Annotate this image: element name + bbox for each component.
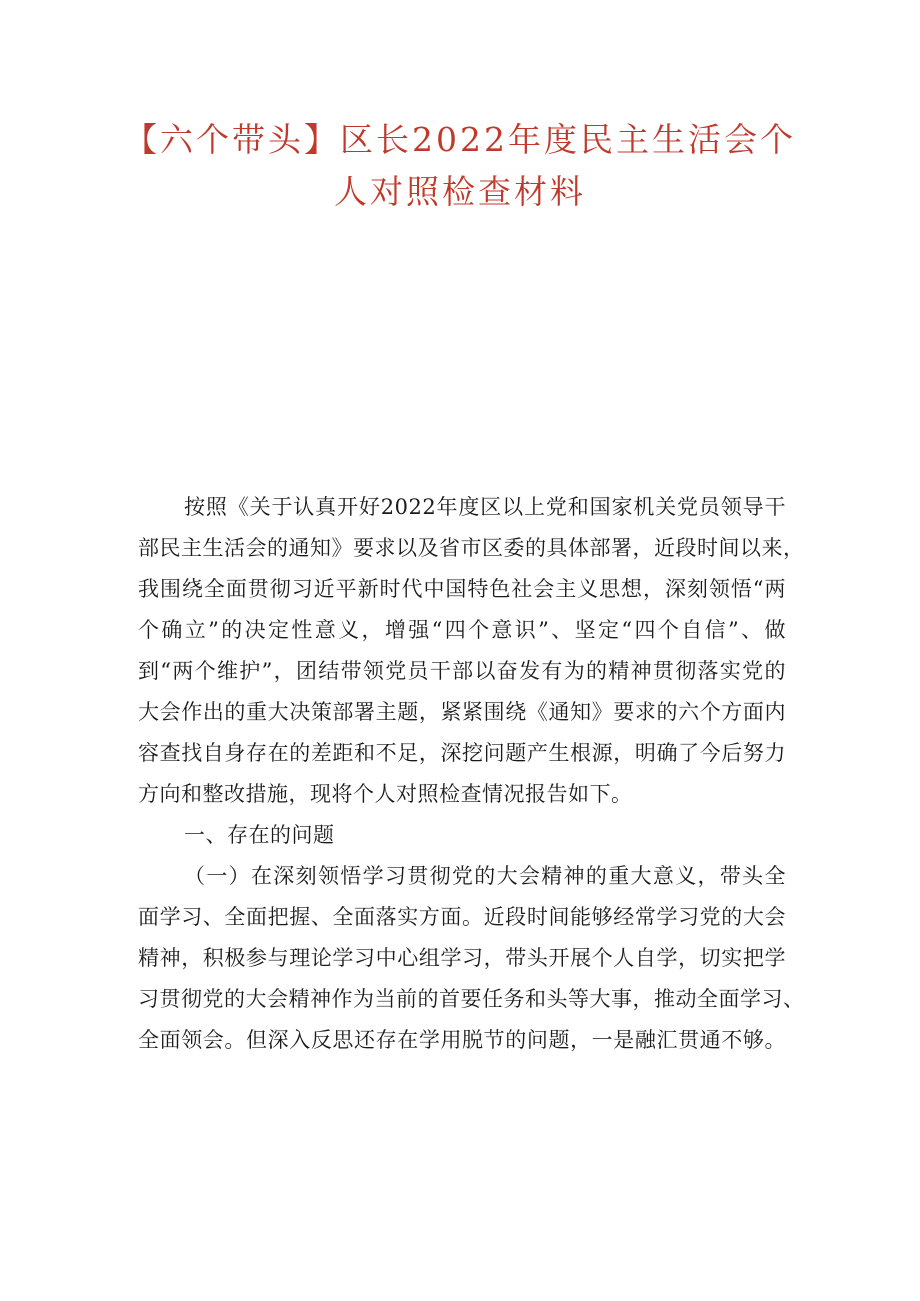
paragraph-line: 方向和整改措施，现将个人对照检查情况报告如下。 — [138, 782, 633, 806]
document-body — [138, 487, 805, 1061]
paragraph-line: 精神，积极参与理论学习中心组学习，带头开展个人自学，切实把学 — [138, 946, 786, 970]
paragraph-line: 个确立”的决定性意义，增强“四个意识”、坚定“四个自信”、做 — [138, 618, 786, 642]
paragraph-line: （一）在深刻领悟学习贯彻党的大会精神的重大意义，带头全 — [184, 864, 786, 888]
title-line-2: 人对照检查材料 — [334, 172, 586, 211]
section-heading: 一、存在的问题 — [184, 823, 335, 847]
paragraph-line: 容查找自身存在的差距和不足，深挖问题产生根源，明确了今后努力 — [138, 741, 786, 765]
paragraph-line: 大会作出的重大决策部署主题，紧紧围绕《通知》要求的六个方面内 — [138, 700, 786, 724]
paragraph-line: 习贯彻党的大会精神作为当前的首要任务和头等大事，推动全面学习、 — [138, 987, 805, 1011]
paragraph-line: 面学习、全面把握、全面落实方面。近段时间能够经常学习党的大会 — [138, 905, 786, 929]
paragraph-intro — [138, 487, 805, 815]
paragraph-line: 部民主生活会的通知》要求以及省市区委的具体部署，近段时间以来， — [138, 536, 805, 560]
title-line-1: 【六个带头】区长2022年度民主生活会个 — [124, 120, 796, 159]
paragraph-line: 到“两个维护”，团结带领党员干部以奋发有为的精神贯彻落实党的 — [138, 659, 786, 683]
paragraph-problem-1 — [138, 856, 805, 1061]
document-title — [120, 114, 800, 218]
paragraph-line: 我围绕全面贯彻习近平新时代中国特色社会主义思想，深刻领悟“两 — [138, 577, 786, 601]
paragraph-line: 全面领会。但深入反思还存在学用脱节的问题，一是融汇贯通不够。 — [138, 1028, 786, 1052]
paragraph-line: 按照《关于认真开好2022年度区以上党和国家机关党员领导干 — [184, 495, 786, 519]
